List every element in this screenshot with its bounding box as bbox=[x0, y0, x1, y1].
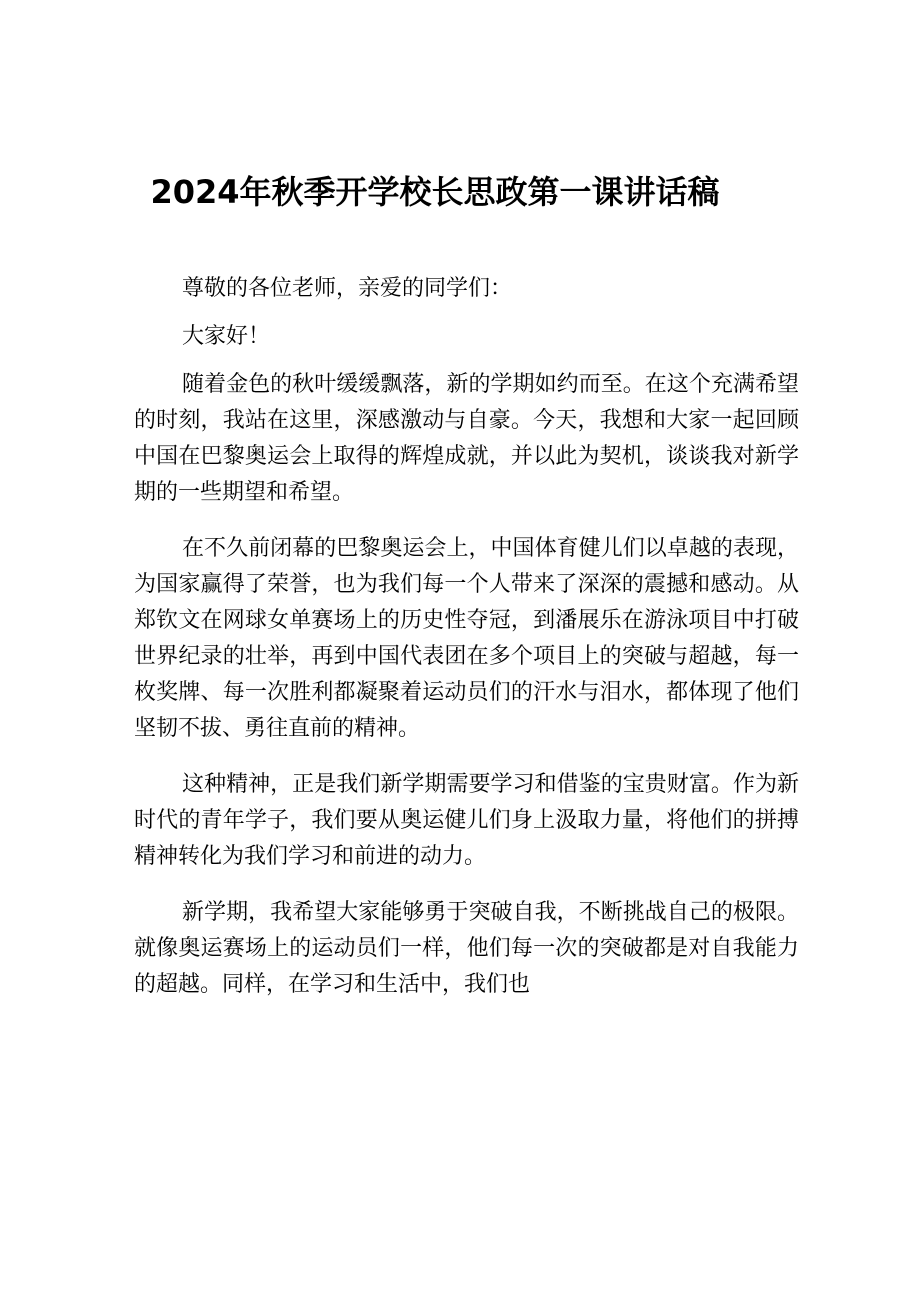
document-body bbox=[134, 271, 799, 1023]
salutation-paragraph: 尊敬的各位老师，亲爱的同学们： bbox=[182, 276, 513, 301]
body-paragraph: 新学期，我希望大家能够勇于突破自我，不断挑战自己的极限。就像奥运赛场上的运动员们一样，他们每一次的突破都是对自我能力的超越。同样，在学习和生活中，我们也 bbox=[134, 900, 799, 997]
greeting-paragraph: 大家好！ bbox=[182, 324, 271, 349]
document-title: 2024年秋季开学校长思政第一课讲话稿 bbox=[150, 173, 720, 211]
body-paragraph: 这种精神，正是我们新学期需要学习和借鉴的宝贵财富。作为新时代的青年学子，我们要从奥运健儿们身上汲取力量，将他们的拼搏精神转化为我们学习和前进的动力。 bbox=[134, 772, 799, 869]
body-paragraph: 在不久前闭幕的巴黎奥运会上，中国体育健儿们以卓越的表现，为国家赢得了荣誉，也为我们每一个人带来了深深的震撼和感动。从郑钦文在网球女单赛场上的历史性夺冠，到潘展乐在游泳项目中打破世界纪录的壮举，再到中国代表团在多个项目上的突破与超越，每一枚奖牌、每一次胜利都凝聚着运动员们的汗水与泪水，都体现了他们坚韧不拔、勇往直前的精神。 bbox=[134, 536, 799, 741]
body-paragraph: 随着金色的秋叶缓缓飘落，新的学期如约而至。在这个充满希望的时刻，我站在这里，深感激动与自豪。今天，我想和大家一起回顾中国在巴黎奥运会上取得的辉煌成就，并以此为契机，谈谈我对新学期的一些期望和希望。 bbox=[134, 372, 799, 505]
